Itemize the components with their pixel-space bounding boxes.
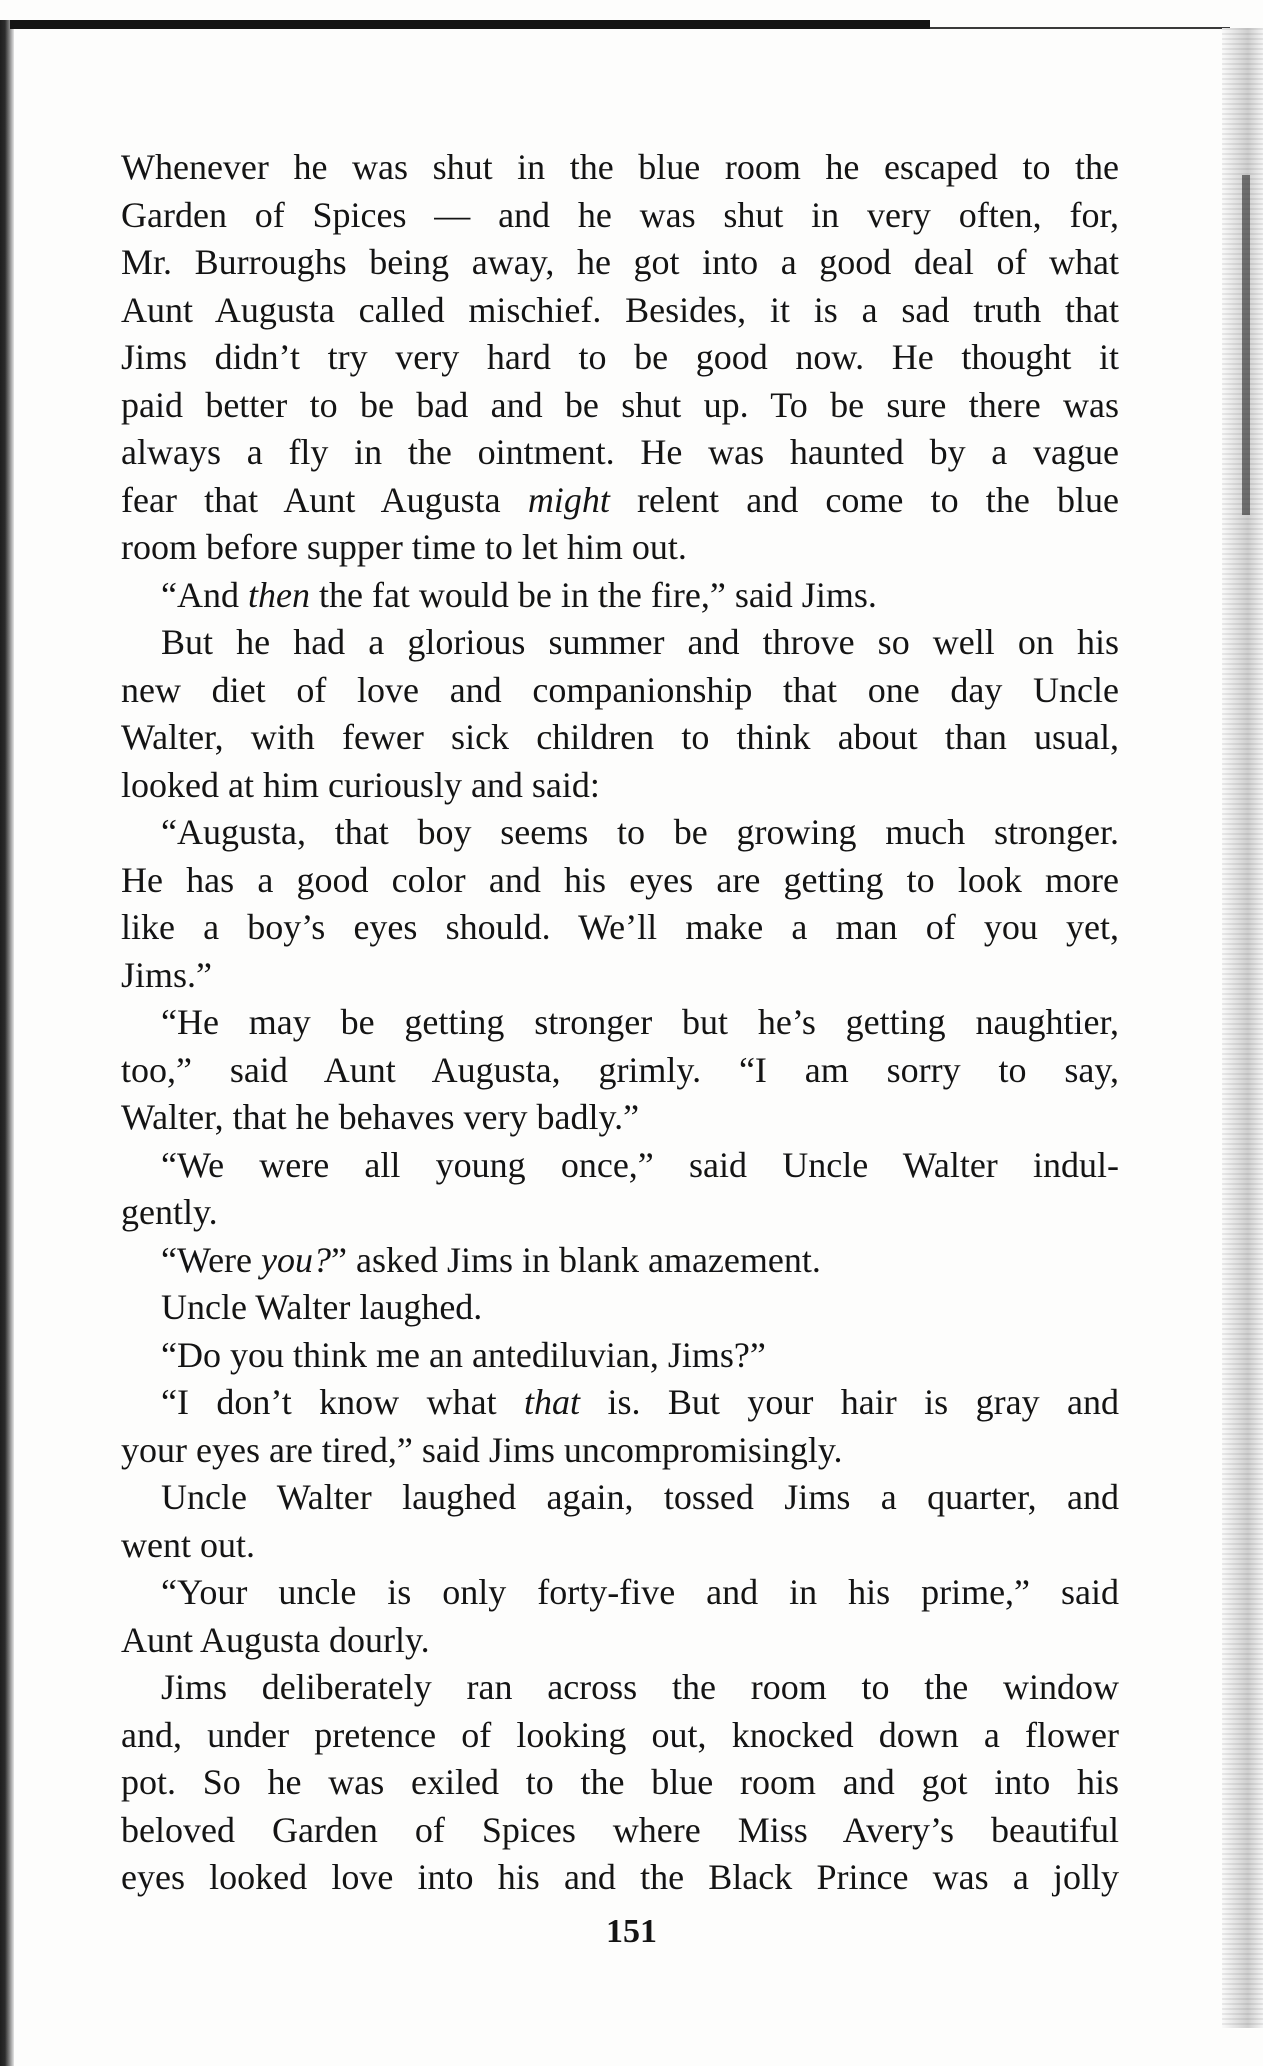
text-line: “Were you?” asked Jims in blank amazement. [161,1239,821,1280]
scan-top-border [10,20,930,29]
text-line: But he had a glorious summer and throve so well on his [161,622,1119,662]
text-line: gently. [121,1192,218,1232]
text-line: pot. So he was exiled to the blue room and got into his [121,1762,1119,1802]
text-line: Whenever he was shut in the blue room he escaped to the [121,147,1119,187]
text-line: new diet of love and companionship that one day Uncle [121,669,1119,710]
text-line: your eyes are tired,” said Jims uncompromisingly. [121,1429,843,1470]
body-text [121,144,1119,1902]
text-line: “Your uncle is only forty-five and in his prime,” said [161,1572,1119,1612]
scan-top-border-thin [930,27,1230,29]
text-line: fear that Aunt Augusta might relent and come to the blue [121,479,1119,520]
text-line: Uncle Walter laughed again, tossed Jims a quarter, and [161,1477,1119,1517]
text-line: went out. [121,1524,255,1565]
text-line: Jims didn’t try very hard to be good now. He thought it [121,337,1119,377]
text-line: Mr. Burroughs being away, he got into a good deal of what [121,242,1119,282]
text-line: Jims.” [121,954,213,995]
text-line: always a fly in the ointment. He was haunted by a vague [121,432,1119,472]
text-line: “I don’t know what that is. But your hair is gray and [161,1382,1119,1422]
text-line: “Augusta, that boy seems to be growing much stronger. [161,812,1119,852]
text-line: too,” said Aunt Augusta, grimly. “I am sorry to say, [121,1049,1119,1090]
text-line: and, under pretence of looking out, knocked down a flower [121,1714,1119,1755]
text-line: “And then the fat would be in the fire,” said Jims. [161,574,877,615]
text-line: room before supper time to let him out. [121,527,687,567]
text-line: “He may be getting stronger but he’s getting naughtier, [161,1002,1119,1042]
text-line: Walter, with fewer sick children to think about than usual, [121,717,1119,757]
text-line: “Do you think me an antediluvian, Jims?” [161,1334,766,1375]
text-line: Aunt Augusta dourly. [121,1619,430,1660]
text-line: Uncle Walter laughed. [161,1287,483,1327]
scan-right-shadow [1242,175,1250,515]
text-line: eyes looked love into his and the Black Prince was a jolly [121,1857,1119,1897]
text-line: beloved Garden of Spices where Miss Avery’s beautiful [121,1809,1119,1850]
text-line: like a boy’s eyes should. We’ll make a man of you yet, [121,907,1119,947]
text-line: looked at him curiously and said: [121,764,600,805]
text-line: paid better to be bad and be shut up. To be sure there was [121,384,1119,425]
text-line: Aunt Augusta called mischief. Besides, it is a sad truth that [121,289,1119,330]
page-binding-edge [0,20,14,2066]
text-line: Walter, that he behaves very badly.” [121,1097,640,1137]
page-number: 151 [606,1913,657,1950]
text-line: He has a good color and his eyes are getting to look more [121,859,1119,900]
text-line: Garden of Spices — and he was shut in very often, for, [121,194,1119,235]
text-line: “We were all young once,” said Uncle Walter indul- [161,1144,1119,1185]
text-line: Jims deliberately ran across the room to the window [161,1667,1119,1707]
